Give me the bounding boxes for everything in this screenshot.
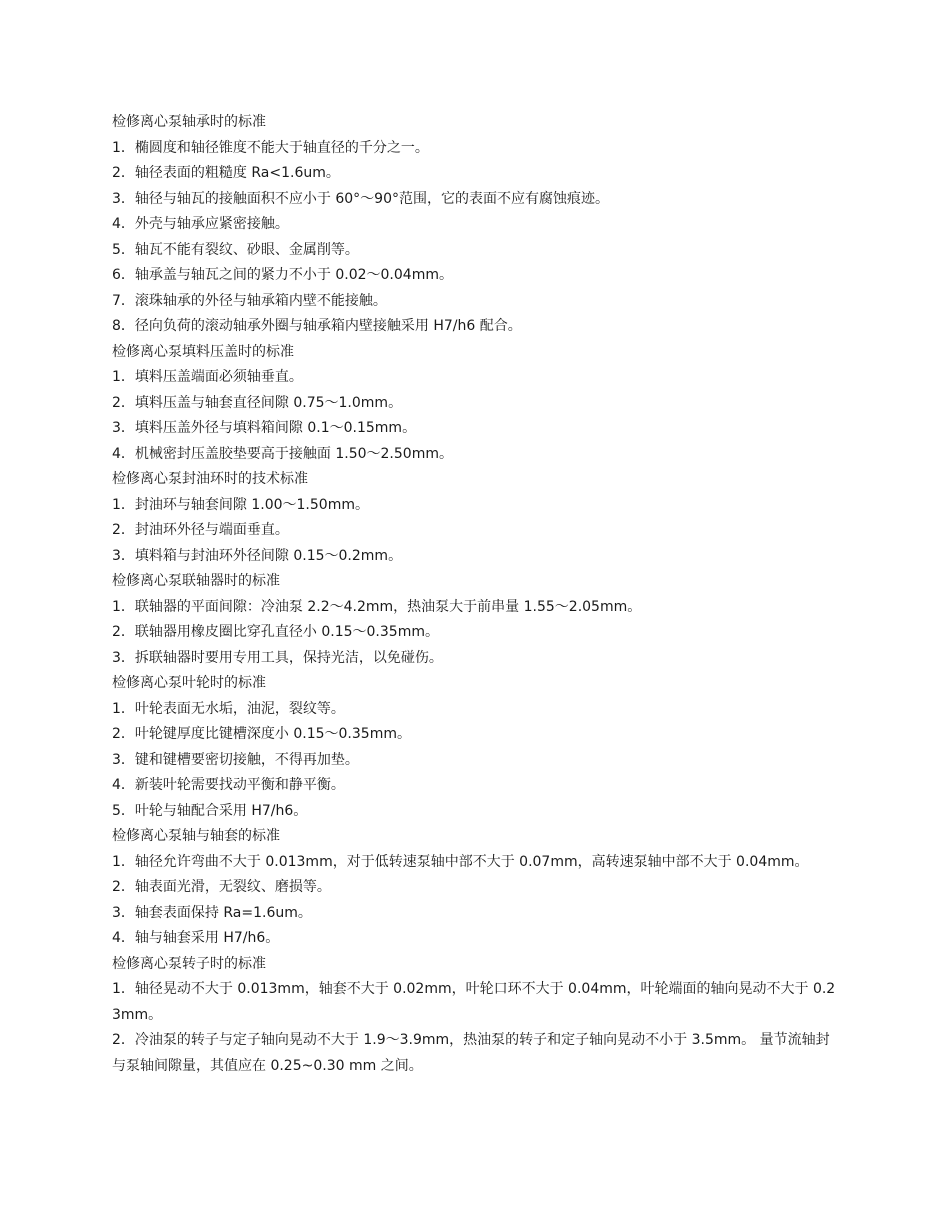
section-heading: 检修离心泵封油环时的技术标准: [112, 471, 308, 487]
list-item: 8．径向负荷的滚动轴承外圈与轴承箱内壁接触采用 H7/h6 配合。: [112, 318, 522, 334]
section-heading: 检修离心泵转子时的标准: [112, 955, 266, 972]
list-item: 5．轴瓦不能有裂纹、砂眼、金属削等。: [112, 241, 359, 258]
list-item: 6．轴承盖与轴瓦之间的紧力不小于 0.02～0.04mm。: [112, 267, 453, 283]
list-item: 3．填料箱与封油环外径间隙 0.15～0.2mm。: [112, 547, 403, 564]
list-item: 4．机械密封压盖胶垫要高于接触面 1.50～2.50mm。: [112, 445, 453, 462]
list-item: 1．填料压盖端面必须轴垂直。: [112, 369, 303, 385]
section-heading: 检修离心泵轴承时的标准: [112, 114, 266, 130]
list-item: 7．滚珠轴承的外径与轴承箱内壁不能接触。: [112, 292, 387, 309]
list-item: 2．封油环外径与端面垂直。: [112, 522, 289, 538]
list-item: 1．联轴器的平面间隙：冷油泵 2.2～4.2mm，热油泵大于前串量 1.55～2.05mm。: [112, 598, 642, 615]
list-item: 2．叶轮键厚度比键槽深度小 0.15～0.35mm。: [112, 726, 411, 742]
list-item: 2．填料压盖与轴套直径间隙 0.75～1.0mm。: [112, 394, 403, 411]
list-item: 2．轴径表面的粗糙度 Ra<1.6um。: [112, 165, 340, 181]
section-heading: 检修离心泵填料压盖时的标准: [112, 343, 294, 360]
list-item: 5．叶轮与轴配合采用 H7/h6。: [112, 802, 308, 819]
list-item: 2．联轴器用橡皮圈比穿孔直径小 0.15～0.35mm。: [112, 624, 439, 640]
list-item: 1．椭圆度和轴径锥度不能大于轴直径的千分之一。: [112, 139, 429, 156]
section-heading: 检修离心泵联轴器时的标准: [112, 573, 280, 589]
list-item: 2．冷油泵的转子与定子轴向晃动不大于 1.9～3.9mm，热油泵的转子和定子轴向晃动不小于 3.5mm。 量节流轴封与泵轴间隙量，其值应在 0.25~0.30 mm 之间。: [112, 1032, 830, 1074]
list-item: 4．外壳与轴承应紧密接触。: [112, 216, 289, 232]
document-body: [112, 110, 842, 1079]
list-item: 1．封油环与轴套间隙 1.00～1.50mm。: [112, 496, 369, 513]
list-item: 1．轴径允许弯曲不大于 0.013mm，对于低转速泵轴中部不大于 0.07mm，高转速泵轴中部不大于 0.04mm。: [112, 853, 809, 870]
list-item: 3．键和键槽要密切接触，不得再加垫。: [112, 751, 359, 768]
list-item: 3．轴径与轴瓦的接触面积不应小于 60°～90°范围，它的表面不应有腐蚀痕迹。: [112, 190, 609, 207]
list-item: 3．填料压盖外径与填料箱间隙 0.1～0.15mm。: [112, 420, 417, 436]
list-item: 1．叶轮表面无水垢，油泥，裂纹等。: [112, 700, 345, 717]
section-heading: 检修离心泵轴与轴套的标准: [112, 828, 280, 844]
section-heading: 检修离心泵叶轮时的标准: [112, 675, 266, 691]
list-item: 3．拆联轴器时要用专用工具，保持光洁，以免碰伤。: [112, 649, 443, 666]
list-item: 3．轴套表面保持 Ra=1.6um。: [112, 904, 312, 921]
list-item: 2．轴表面光滑，无裂纹、磨损等。: [112, 879, 331, 895]
list-item: 4．新装叶轮需要找动平衡和静平衡。: [112, 777, 345, 793]
list-item: 4．轴与轴套采用 H7/h6。: [112, 930, 280, 946]
list-item: 1．轴径晃动不大于 0.013mm，轴套不大于 0.02mm，叶轮口环不大于 0.04mm，叶轮端面的轴向晃动不大于 0.23mm。: [112, 981, 836, 1023]
